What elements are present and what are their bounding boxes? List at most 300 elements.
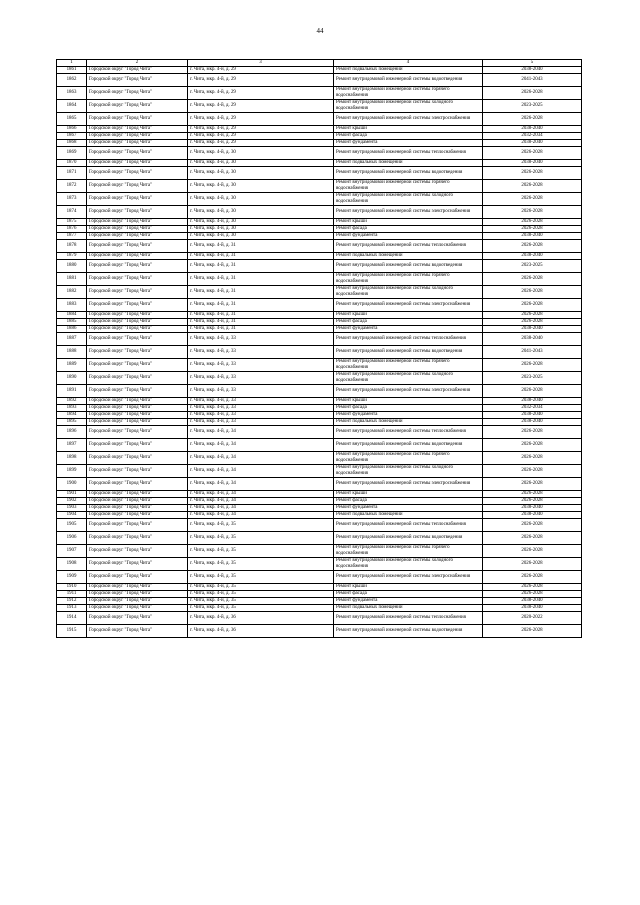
- table-row: [57, 346, 582, 359]
- address-cell: г. Чита, мкр. 4-й, д. 34: [188, 478, 334, 491]
- work-type-cell: Ремонт фундамента: [334, 412, 483, 419]
- address-cell: г. Чита, мкр. 4-й, д. 35: [188, 558, 334, 571]
- work-type-cell: Ремонт внутридомовой инженерной системы холодного водоснабжения: [334, 286, 483, 299]
- table-row: [57, 160, 582, 167]
- table-row: [57, 219, 582, 226]
- work-type-cell: Ремонт фасада: [334, 319, 483, 326]
- row-number-cell: 1889: [57, 359, 87, 372]
- period-cell: 2026-2028: [483, 226, 582, 233]
- address-cell: г. Чита, мкр. 4-й, д. 29: [188, 100, 334, 113]
- column-header: 2: [87, 60, 188, 67]
- work-type-cell: Ремонт фундамента: [334, 598, 483, 605]
- work-type-cell: Ремонт внутридомовой инженерной системы водоотведения: [334, 260, 483, 273]
- row-number-cell: 1877: [57, 233, 87, 240]
- municipality-cell: Городской округ "Город Чита": [87, 385, 188, 398]
- address-cell: г. Чита, мкр. 4-й, д. 35: [188, 519, 334, 532]
- work-type-cell: Ремонт внутридомовой инженерной системы электроснабжения: [334, 571, 483, 584]
- period-cell: 2038-2040: [483, 160, 582, 167]
- address-cell: г. Чита, мкр. 4-й, д. 31: [188, 319, 334, 326]
- row-number-cell: 1876: [57, 226, 87, 233]
- period-cell: 2026-2028: [483, 545, 582, 558]
- work-type-cell: Ремонт фасада: [334, 591, 483, 598]
- row-number-cell: 1882: [57, 286, 87, 299]
- period-cell: 2041-2043: [483, 74, 582, 87]
- period-cell: 2026-2028: [483, 286, 582, 299]
- row-number-cell: 1907: [57, 545, 87, 558]
- work-type-cell: Ремонт фундамента: [334, 326, 483, 333]
- work-type-cell: Ремонт крыши: [334, 398, 483, 405]
- address-cell: г. Чита, мкр. 4-й, д. 30: [188, 167, 334, 180]
- table-row: [57, 133, 582, 140]
- municipality-cell: Городской округ "Город Чита": [87, 133, 188, 140]
- row-number-cell: 1870: [57, 160, 87, 167]
- table-row: [57, 591, 582, 598]
- work-type-cell: Ремонт внутридомовой инженерной системы горячего водоснабжения: [334, 545, 483, 558]
- row-number-cell: 1903: [57, 505, 87, 512]
- municipality-cell: Городской округ "Город Чита": [87, 452, 188, 465]
- period-cell: 2026-2028: [483, 426, 582, 439]
- municipality-cell: Городской округ "Город Чита": [87, 299, 188, 312]
- period-cell: 2026-2028: [483, 465, 582, 478]
- address-cell: г. Чита, мкр. 4-й, д. 31: [188, 260, 334, 273]
- period-cell: 2026-2028: [483, 439, 582, 452]
- work-type-cell: Ремонт крыши: [334, 126, 483, 133]
- period-cell: 2041-2043: [483, 346, 582, 359]
- municipality-cell: Городской округ "Город Чита": [87, 512, 188, 519]
- table-row: [57, 545, 582, 558]
- table-row: [57, 286, 582, 299]
- table-row: [57, 419, 582, 426]
- work-type-cell: Ремонт внутридомовой инженерной системы горячего водоснабжения: [334, 273, 483, 286]
- table-row: [57, 226, 582, 233]
- address-cell: г. Чита, мкр. 4-й, д. 35: [188, 598, 334, 605]
- table-row: [57, 333, 582, 346]
- municipality-cell: Городской округ "Город Чита": [87, 206, 188, 219]
- period-cell: 2038-2040: [483, 233, 582, 240]
- table-row: [57, 478, 582, 491]
- table-row: [57, 625, 582, 638]
- period-cell: 2026-2028: [483, 591, 582, 598]
- municipality-cell: Городской округ "Город Чита": [87, 312, 188, 319]
- address-cell: г. Чита, мкр. 4-й, д. 33: [188, 346, 334, 359]
- municipality-cell: Городской округ "Город Чита": [87, 612, 188, 625]
- period-cell: 2026-2028: [483, 478, 582, 491]
- work-type-cell: Ремонт внутридомовой инженерной системы теплоснабжения: [334, 426, 483, 439]
- address-cell: г. Чита, мкр. 4-й, д. 33: [188, 385, 334, 398]
- address-cell: г. Чита, мкр. 4-й, д. 29: [188, 126, 334, 133]
- table-row: [57, 193, 582, 206]
- address-cell: г. Чита, мкр. 4-й, д. 34: [188, 505, 334, 512]
- period-cell: 2026-2028: [483, 385, 582, 398]
- work-type-cell: Ремонт фундамента: [334, 233, 483, 240]
- table-row: [57, 126, 582, 133]
- municipality-cell: Городской округ "Город Чита": [87, 126, 188, 133]
- row-number-cell: 1868: [57, 140, 87, 147]
- address-cell: г. Чита, мкр. 4-й, д. 29: [188, 133, 334, 140]
- work-type-cell: Ремонт подвальных помещений: [334, 419, 483, 426]
- address-cell: г. Чита, мкр. 4-й, д. 30: [188, 219, 334, 226]
- municipality-cell: Городской округ "Город Чита": [87, 74, 188, 87]
- address-cell: г. Чита, мкр. 4-й, д. 34: [188, 465, 334, 478]
- address-cell: г. Чита, мкр. 4-й, д. 30: [188, 180, 334, 193]
- table-row: [57, 260, 582, 273]
- column-header: 3: [188, 60, 334, 67]
- work-type-cell: Ремонт фундамента: [334, 140, 483, 147]
- address-cell: г. Чита, мкр. 4-й, д. 29: [188, 67, 334, 74]
- row-number-cell: 1895: [57, 419, 87, 426]
- work-type-cell: Ремонт внутридомовой инженерной системы холодного водоснабжения: [334, 193, 483, 206]
- row-number-cell: 1897: [57, 439, 87, 452]
- municipality-cell: Городской округ "Город Чита": [87, 226, 188, 233]
- period-cell: 2023-2025: [483, 260, 582, 273]
- row-number-cell: 1899: [57, 465, 87, 478]
- address-cell: г. Чита, мкр. 4-й, д. 31: [188, 273, 334, 286]
- table-row: [57, 372, 582, 385]
- work-type-cell: Ремонт подвальных помещений: [334, 160, 483, 167]
- municipality-cell: Городской округ "Город Чита": [87, 346, 188, 359]
- municipality-cell: Городской округ "Город Чита": [87, 584, 188, 591]
- table-row: [57, 67, 582, 74]
- page-number: 44: [316, 27, 324, 35]
- municipality-cell: Городской округ "Город Чита": [87, 140, 188, 147]
- row-number-cell: 1869: [57, 147, 87, 160]
- period-cell: 2026-2028: [483, 519, 582, 532]
- row-number-cell: 1914: [57, 612, 87, 625]
- municipality-cell: Городской округ "Город Чита": [87, 505, 188, 512]
- work-type-cell: Ремонт внутридомовой инженерной системы теплоснабжения: [334, 612, 483, 625]
- table-row: [57, 312, 582, 319]
- address-cell: г. Чита, мкр. 4-й, д. 36: [188, 625, 334, 638]
- period-cell: 2026-2028: [483, 532, 582, 545]
- address-cell: г. Чита, мкр. 4-й, д. 35: [188, 591, 334, 598]
- period-cell: 2038-2040: [483, 512, 582, 519]
- row-number-cell: 1880: [57, 260, 87, 273]
- table-row: [57, 206, 582, 219]
- period-cell: 2026-2028: [483, 312, 582, 319]
- municipality-cell: Городской округ "Город Чита": [87, 591, 188, 598]
- work-type-cell: Ремонт внутридомовой инженерной системы теплоснабжения: [334, 240, 483, 253]
- municipality-cell: Городской округ "Город Чита": [87, 545, 188, 558]
- period-cell: 2026-2028: [483, 571, 582, 584]
- period-cell: 2026-2028: [483, 113, 582, 126]
- municipality-cell: Городской округ "Город Чита": [87, 326, 188, 333]
- address-cell: г. Чита, мкр. 4-й, д. 33: [188, 398, 334, 405]
- municipality-cell: Городской округ "Город Чита": [87, 160, 188, 167]
- address-cell: г. Чита, мкр. 4-й, д. 30: [188, 233, 334, 240]
- address-cell: г. Чита, мкр. 4-й, д. 35: [188, 532, 334, 545]
- column-header: 5: [483, 60, 582, 67]
- period-cell: 2023-2025: [483, 100, 582, 113]
- table-row: [57, 319, 582, 326]
- work-type-cell: Ремонт фасада: [334, 226, 483, 233]
- address-cell: г. Чита, мкр. 4-й, д. 33: [188, 372, 334, 385]
- municipality-cell: Городской округ "Город Чита": [87, 519, 188, 532]
- row-number-cell: 1865: [57, 113, 87, 126]
- period-cell: 2026-2028: [483, 359, 582, 372]
- row-number-cell: 1863: [57, 87, 87, 100]
- municipality-cell: Городской округ "Город Чита": [87, 571, 188, 584]
- table-row: [57, 498, 582, 505]
- row-number-cell: 1862: [57, 74, 87, 87]
- work-type-cell: Ремонт внутридомовой инженерной системы теплоснабжения: [334, 519, 483, 532]
- municipality-cell: Городской округ "Город Чита": [87, 439, 188, 452]
- period-cell: 2038-2040: [483, 605, 582, 612]
- row-number-cell: 1884: [57, 312, 87, 319]
- work-type-cell: Ремонт внутридомовой инженерной системы водоотведения: [334, 167, 483, 180]
- address-cell: г. Чита, мкр. 4-й, д. 33: [188, 412, 334, 419]
- row-number-cell: 1873: [57, 193, 87, 206]
- address-cell: г. Чита, мкр. 4-й, д. 34: [188, 491, 334, 498]
- row-number-cell: 1891: [57, 385, 87, 398]
- municipality-cell: Городской округ "Город Чита": [87, 87, 188, 100]
- work-type-cell: Ремонт фасада: [334, 405, 483, 412]
- row-number-cell: 1909: [57, 571, 87, 584]
- municipality-cell: Городской округ "Город Чита": [87, 273, 188, 286]
- table-row: [57, 273, 582, 286]
- work-type-cell: Ремонт подвальных помещений: [334, 67, 483, 74]
- municipality-cell: Городской округ "Город Чита": [87, 260, 188, 273]
- municipality-cell: Городской округ "Город Чита": [87, 333, 188, 346]
- header-row: [57, 60, 582, 67]
- table-row: [57, 439, 582, 452]
- table-row: [57, 598, 582, 605]
- row-number-cell: 1893: [57, 405, 87, 412]
- municipality-cell: Городской округ "Город Чита": [87, 113, 188, 126]
- address-cell: г. Чита, мкр. 4-й, д. 31: [188, 253, 334, 260]
- work-type-cell: Ремонт фундамента: [334, 505, 483, 512]
- address-cell: г. Чита, мкр. 4-й, д. 33: [188, 359, 334, 372]
- row-number-cell: 1896: [57, 426, 87, 439]
- work-type-cell: Ремонт внутридомовой инженерной системы холодного водоснабжения: [334, 558, 483, 571]
- table-row: [57, 465, 582, 478]
- work-type-cell: Ремонт внутридомовой инженерной системы водоотведения: [334, 439, 483, 452]
- municipality-cell: Городской округ "Город Чита": [87, 147, 188, 160]
- table-row: [57, 359, 582, 372]
- row-number-cell: 1888: [57, 346, 87, 359]
- municipality-cell: Городской округ "Город Чита": [87, 398, 188, 405]
- table-row: [57, 167, 582, 180]
- table-row: [57, 180, 582, 193]
- table-row: [57, 584, 582, 591]
- address-cell: г. Чита, мкр. 4-й, д. 34: [188, 439, 334, 452]
- work-type-cell: Ремонт внутридомовой инженерной системы горячего водоснабжения: [334, 87, 483, 100]
- work-type-cell: Ремонт крыши: [334, 584, 483, 591]
- work-type-cell: Ремонт внутридомовой инженерной системы теплоснабжения: [334, 333, 483, 346]
- address-cell: г. Чита, мкр. 4-й, д. 30: [188, 147, 334, 160]
- row-number-cell: 1900: [57, 478, 87, 491]
- address-cell: г. Чита, мкр. 4-й, д. 34: [188, 512, 334, 519]
- period-cell: 2038-2040: [483, 140, 582, 147]
- work-type-cell: Ремонт внутридомовой инженерной системы горячего водоснабжения: [334, 180, 483, 193]
- address-cell: г. Чита, мкр. 4-й, д. 31: [188, 286, 334, 299]
- work-type-cell: Ремонт внутридомовой инженерной системы водоотведения: [334, 532, 483, 545]
- table-row: [57, 426, 582, 439]
- address-cell: г. Чита, мкр. 4-й, д. 29: [188, 87, 334, 100]
- work-type-cell: Ремонт внутридомовой инженерной системы электроснабжения: [334, 385, 483, 398]
- table-row: [57, 405, 582, 412]
- address-cell: г. Чита, мкр. 4-й, д. 29: [188, 140, 334, 147]
- row-number-cell: 1872: [57, 180, 87, 193]
- row-number-cell: 1874: [57, 206, 87, 219]
- table-body: [57, 60, 582, 638]
- table-row: [57, 412, 582, 419]
- row-number-cell: 1901: [57, 491, 87, 498]
- municipality-cell: Городской округ "Город Чита": [87, 598, 188, 605]
- period-cell: 2026-2028: [483, 167, 582, 180]
- work-type-cell: Ремонт подвальных помещений: [334, 253, 483, 260]
- period-cell: 2038-2040: [483, 326, 582, 333]
- period-cell: 2026-2028: [483, 299, 582, 312]
- municipality-cell: Городской округ "Город Чита": [87, 532, 188, 545]
- municipality-cell: Городской округ "Город Чита": [87, 359, 188, 372]
- work-type-cell: Ремонт внутридомовой инженерной системы холодного водоснабжения: [334, 372, 483, 385]
- row-number-cell: 1906: [57, 532, 87, 545]
- address-cell: г. Чита, мкр. 4-й, д. 30: [188, 206, 334, 219]
- table-row: [57, 491, 582, 498]
- municipality-cell: Городской округ "Город Чита": [87, 478, 188, 491]
- work-type-cell: Ремонт внутридомовой инженерной системы электроснабжения: [334, 299, 483, 312]
- municipality-cell: Городской округ "Город Чита": [87, 405, 188, 412]
- address-cell: г. Чита, мкр. 4-й, д. 36: [188, 612, 334, 625]
- period-cell: 2026-2028: [483, 558, 582, 571]
- period-cell: 2038-2040: [483, 126, 582, 133]
- municipality-cell: Городской округ "Город Чита": [87, 426, 188, 439]
- municipality-cell: Городской округ "Город Чита": [87, 193, 188, 206]
- period-cell: 2023-2025: [483, 372, 582, 385]
- table-row: [57, 299, 582, 312]
- period-cell: 2026-2028: [483, 240, 582, 253]
- period-cell: 2026-2028: [483, 584, 582, 591]
- work-type-cell: Ремонт крыши: [334, 312, 483, 319]
- table-row: [57, 385, 582, 398]
- period-cell: 2026-2028: [483, 625, 582, 638]
- address-cell: г. Чита, мкр. 4-й, д. 35: [188, 605, 334, 612]
- municipality-cell: Городской округ "Город Чита": [87, 465, 188, 478]
- period-cell: 2038-2040: [483, 505, 582, 512]
- period-cell: 2026-2028: [483, 206, 582, 219]
- table-row: [57, 100, 582, 113]
- row-number-cell: 1875: [57, 219, 87, 226]
- period-cell: 2020-2022: [483, 612, 582, 625]
- row-number-cell: 1892: [57, 398, 87, 405]
- table-row: [57, 505, 582, 512]
- address-cell: г. Чита, мкр. 4-й, д. 33: [188, 333, 334, 346]
- row-number-cell: 1912: [57, 598, 87, 605]
- row-number-cell: 1905: [57, 519, 87, 532]
- address-cell: г. Чита, мкр. 4-й, д. 31: [188, 312, 334, 319]
- municipality-cell: Городской округ "Город Чита": [87, 240, 188, 253]
- municipality-cell: Городской округ "Город Чита": [87, 605, 188, 612]
- period-cell: 2026-2028: [483, 147, 582, 160]
- table-row: [57, 140, 582, 147]
- work-type-cell: Ремонт фасада: [334, 498, 483, 505]
- table-row: [57, 571, 582, 584]
- address-cell: г. Чита, мкр. 4-й, д. 33: [188, 405, 334, 412]
- period-cell: 2026-2028: [483, 180, 582, 193]
- municipality-cell: Городской округ "Город Чита": [87, 100, 188, 113]
- period-cell: 2026-2028: [483, 491, 582, 498]
- row-number-cell: 1881: [57, 273, 87, 286]
- row-number-cell: 1910: [57, 584, 87, 591]
- table-row: [57, 326, 582, 333]
- row-number-cell: 1890: [57, 372, 87, 385]
- table-row: [57, 605, 582, 612]
- table-row: [57, 113, 582, 126]
- work-type-cell: Ремонт внутридомовой инженерной системы электроснабжения: [334, 113, 483, 126]
- table-row: [57, 87, 582, 100]
- row-number-cell: 1911: [57, 591, 87, 598]
- period-cell: 2038-2040: [483, 412, 582, 419]
- row-number-cell: 1883: [57, 299, 87, 312]
- work-type-cell: Ремонт подвальных помещений: [334, 605, 483, 612]
- municipality-cell: Городской округ "Город Чита": [87, 491, 188, 498]
- row-number-cell: 1864: [57, 100, 87, 113]
- address-cell: г. Чита, мкр. 4-й, д. 31: [188, 326, 334, 333]
- work-type-cell: Ремонт внутридомовой инженерной системы теплоснабжения: [334, 147, 483, 160]
- table-row: [57, 558, 582, 571]
- column-header: 4: [334, 60, 483, 67]
- row-number-cell: 1861: [57, 67, 87, 74]
- table-row: [57, 74, 582, 87]
- address-cell: г. Чита, мкр. 4-й, д. 31: [188, 240, 334, 253]
- municipality-cell: Городской округ "Город Чита": [87, 372, 188, 385]
- row-number-cell: 1908: [57, 558, 87, 571]
- municipality-cell: Городской округ "Город Чита": [87, 625, 188, 638]
- municipality-cell: Городской округ "Город Чита": [87, 558, 188, 571]
- address-cell: г. Чита, мкр. 4-й, д. 30: [188, 160, 334, 167]
- work-type-cell: Ремонт внутридомовой инженерной системы водоотведения: [334, 625, 483, 638]
- work-type-cell: Ремонт внутридомовой инженерной системы горячего водоснабжения: [334, 359, 483, 372]
- work-type-cell: Ремонт внутридомовой инженерной системы водоотведения: [334, 346, 483, 359]
- municipality-cell: Городской округ "Город Чита": [87, 233, 188, 240]
- municipality-cell: Городской округ "Город Чита": [87, 219, 188, 226]
- table-row: [57, 612, 582, 625]
- address-cell: г. Чита, мкр. 4-й, д. 35: [188, 545, 334, 558]
- municipality-cell: Городской округ "Город Чита": [87, 419, 188, 426]
- period-cell: 2038-2040: [483, 67, 582, 74]
- address-cell: г. Чита, мкр. 4-й, д. 34: [188, 452, 334, 465]
- table-row: [57, 532, 582, 545]
- table-row: [57, 398, 582, 405]
- municipality-cell: Городской округ "Город Чита": [87, 498, 188, 505]
- period-cell: 2026-2028: [483, 319, 582, 326]
- table-row: [57, 253, 582, 260]
- municipality-cell: Городской округ "Город Чита": [87, 412, 188, 419]
- table-row: [57, 240, 582, 253]
- municipality-cell: Городской округ "Город Чита": [87, 67, 188, 74]
- table-row: [57, 512, 582, 519]
- work-type-cell: Ремонт крыши: [334, 219, 483, 226]
- address-cell: г. Чита, мкр. 4-й, д. 29: [188, 74, 334, 87]
- municipality-cell: Городской округ "Город Чита": [87, 253, 188, 260]
- row-number-cell: 1866: [57, 126, 87, 133]
- table-row: [57, 519, 582, 532]
- work-type-cell: Ремонт внутридомовой инженерной системы электроснабжения: [334, 478, 483, 491]
- period-cell: 2026-2028: [483, 498, 582, 505]
- address-cell: г. Чита, мкр. 4-й, д. 30: [188, 193, 334, 206]
- work-type-cell: Ремонт внутридомовой инженерной системы горячего водоснабжения: [334, 452, 483, 465]
- row-number-cell: 1886: [57, 326, 87, 333]
- period-cell: 2026-2028: [483, 193, 582, 206]
- municipality-cell: Городской округ "Город Чита": [87, 319, 188, 326]
- row-number-cell: 1915: [57, 625, 87, 638]
- row-number-cell: 1898: [57, 452, 87, 465]
- row-number-cell: 1885: [57, 319, 87, 326]
- period-cell: 2026-2028: [483, 87, 582, 100]
- row-number-cell: 1902: [57, 498, 87, 505]
- work-type-cell: Ремонт подвальных помещений: [334, 512, 483, 519]
- address-cell: г. Чита, мкр. 4-й, д. 31: [188, 299, 334, 312]
